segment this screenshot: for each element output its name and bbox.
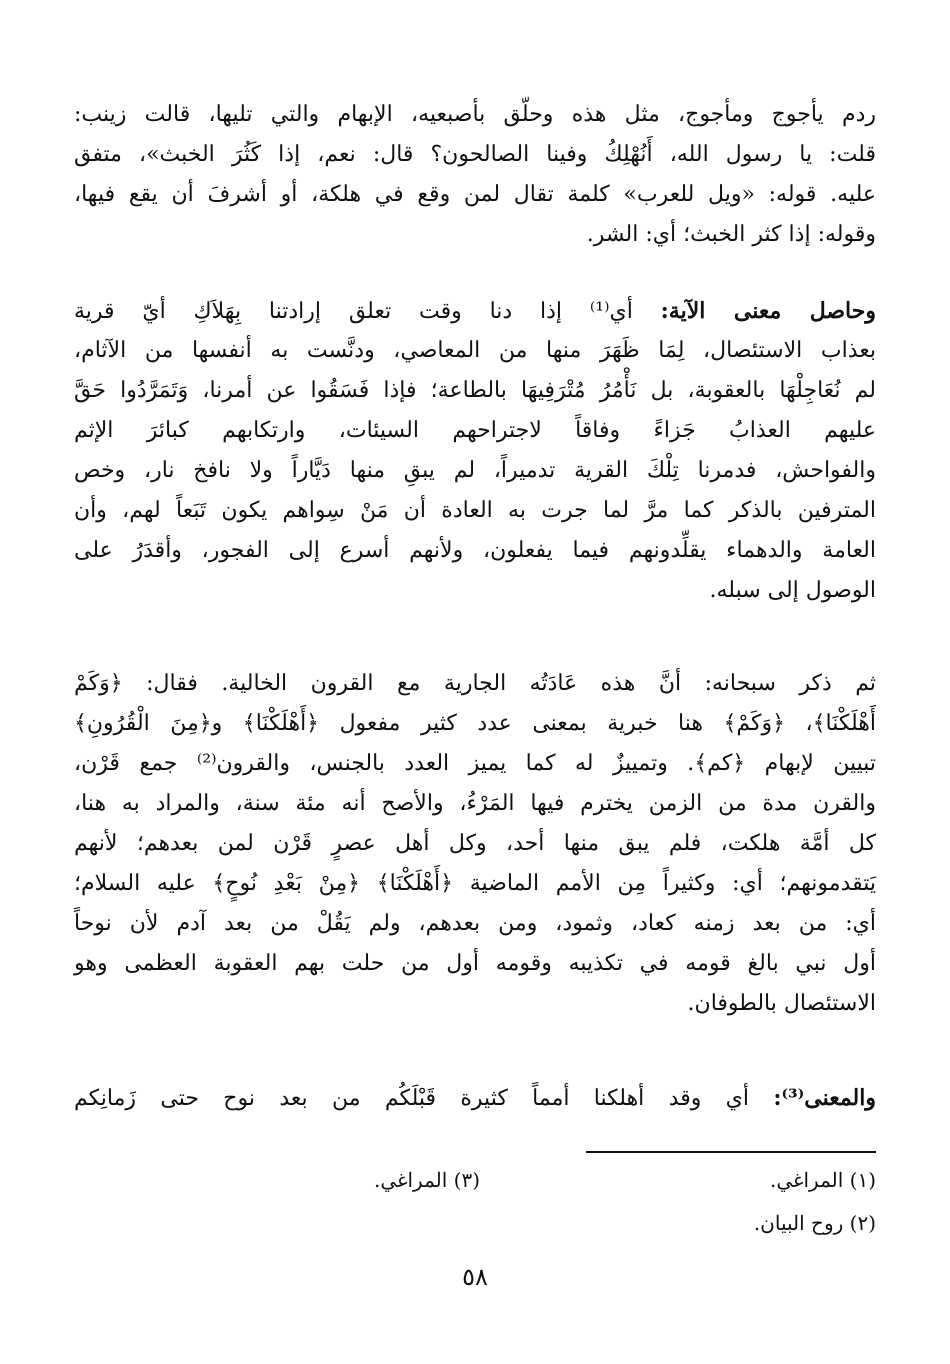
footnote: (٢) روح البيان. <box>753 1211 876 1235</box>
text-line <box>74 1078 876 1118</box>
text-line: الاستئصال بالطوفان. <box>687 991 876 1016</box>
text-line: لم نُعَاجِلْهَا بالعقوبة، بل نَأْمُرُ مُتْرَفِيهَا بالطاعة؛ فإذا فَسَقُوا عن أمرنا، وَتَمَرَّدُوا حَقَّ <box>74 378 876 403</box>
paragraph-meaning <box>74 1078 876 1118</box>
text-line: الوصول إلى سبله. <box>709 578 876 603</box>
text-line <box>74 291 876 331</box>
text-line: وقوله: إذا كثر الخبث؛ أي: الشر. <box>586 222 876 247</box>
text-line: يَتقدمونهم؛ أي: وكثيراً مِن الأمم الماضية ﴿أَهْلَكْنَا﴾ ﴿مِنْ بَعْدِ نُوحٍ﴾ عليه السلام؛ <box>74 871 876 896</box>
text-line: بعذاب الاستئصال، لِمَا ظَهَرَ منها من المعاصي، ودنَّست به أنفسها من الآثام، <box>74 338 876 363</box>
text-line: المترفين بالذكر كما مرَّ لما جرت به العادة أن مَنْ سِواهم يكون تَبَعاً لهم، وأن <box>74 498 876 523</box>
footnote-divider <box>586 1151 876 1153</box>
text-line: والقرن مدة من الزمن يخترم فيها المَرْءُ، والأصح أنه مئة سنة، والمراد به هنا، <box>74 791 876 816</box>
text-line: والفواحش، فدمرنا تِلْكَ القرية تدميراً، لم يبقِ منها دَيَّاراً ولا نافخ نار، وخص <box>74 458 876 483</box>
text-line: ردم يأجوج ومأجوج، مثل هذه وحلّق بأصبعيه، الإبهام والتي تليها، قالت زينب: <box>74 102 876 127</box>
paragraph-centuries <box>74 664 876 1024</box>
page-number: ٥٨ <box>462 1263 488 1291</box>
text-line: أول نبي بالغ قومه في تكذيبه وقومه أول من حلت بهم العقوبة العظمى وهو <box>74 951 876 976</box>
paragraph-lead: والمعنى⁽³⁾: <box>773 1085 876 1111</box>
text-line: تبيين لإبهام ﴿كم﴾. وتمييزٌ له كما يميز العدد بالجنس، والقرون⁽²⁾ جمع قَرْن، <box>74 751 876 776</box>
footnote: (٣) المراغي. <box>373 1168 480 1192</box>
text-line: أَهْلَكْنَا﴾، ﴿وَكَمْ﴾ هنا خبرية بمعنى عدد كثير مفعول ﴿أَهْلَكْنَا﴾ و﴿مِنَ الْقُرُونِ﴾ <box>74 711 876 736</box>
text-line: أي: من بعد زمنه كعاد، وثمود، ومن بعدهم، ولم يَقُلْ من بعد آدم لأن نوحاً <box>74 911 876 936</box>
text-line: العامة والدهماء يقلِّدونهم فيما يفعلون، ولأنهم أسرع إلى الفجور، وأقدَرُ على <box>74 538 876 563</box>
text-line: كل أمَّة هلكت، فلم يبق منها أحد، وكل أهل عصرٍ قَرْن لمن بعدهم؛ لأنهم <box>74 831 876 856</box>
paragraph-lead: وحاصل معنى الآية: <box>660 298 876 324</box>
text-line: عليهم العذابُ جَزاءً وفاقاً لاجتراحهم السيئات، وارتكابهم كبائرَ الإثم <box>74 418 876 443</box>
footnote: (١) المراغي. <box>769 1168 876 1192</box>
paragraph-hadith <box>74 95 876 255</box>
text-line: عليه. قوله: «ويل للعرب» كلمة تقال لمن وقع في هلكة، أو أشرفَ أن يقع فيها، <box>74 182 876 207</box>
text-run: أي⁽¹⁾ إذا دنا وقت تعلق إرادتنا بِهَلاَكِ أيّ قرية <box>74 299 633 324</box>
text-run: أي وقد أهلكنا أمماً كثيرة قَبْلَكُم من بعد نوح حتى زَمانِكم <box>74 1086 750 1111</box>
paragraph-verse-meaning <box>74 291 876 611</box>
text-line: قلت: يا رسول الله، أَنُهْلِكُ وفينا الصالحون؟ قال: نعم، إذا كَثُرَ الخبث»، متفق <box>74 142 876 167</box>
text-line: ثم ذكر سبحانه: أنَّ هذه عَادَتُه الجارية مع القرون الخالية. فقال: ﴿وَكَمْ <box>74 671 876 696</box>
